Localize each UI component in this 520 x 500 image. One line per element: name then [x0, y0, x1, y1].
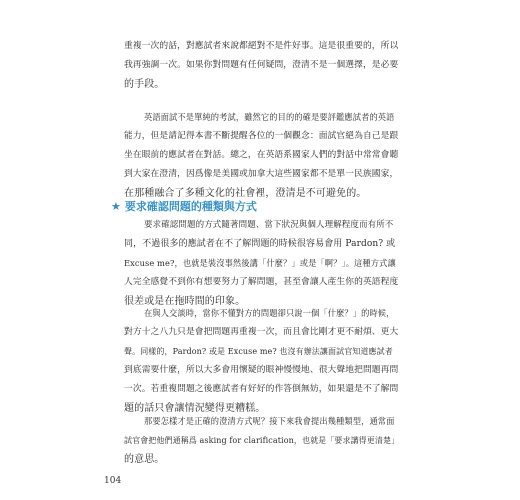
text-line: 在與人交談時，當你不懂對方的問題卻只說一個「什麼？」的時候， — [144, 308, 395, 318]
text-line: 的手段。 — [124, 79, 165, 90]
text-line: 我再強調一次。如果你對問題有任何疑問，澄清不是一個選擇，是必要 — [124, 60, 399, 70]
paragraph-1 — [124, 37, 400, 94]
text-line: 到底需要什麼，所以大多會用懷疑的眼神慢慢地、很大聲地把問題再問 — [124, 365, 399, 375]
text-line: 人完全感覺不到你有想要努力了解問題，甚至會讓人產生你的英語程度 — [124, 277, 399, 287]
text-line: 很差或是在拖時間的印象。 — [124, 296, 246, 307]
text-line: 能力，但是請記得本書不斷提醒各位的一個觀念：面試官絕為自己是跟 — [124, 131, 399, 141]
text-line: 英語面試不是單純的考試，雖然它的目的的確是要評鑑應試者的英語 — [144, 112, 395, 122]
text-line: 同，不過很多的應試者在不了解問題的時候很容易會用 Pardon? 或 — [124, 239, 396, 249]
paragraph-3 — [124, 216, 400, 311]
text-line: 在那種融合了多種文化的社會裡，澄清是不可避免的。 — [124, 188, 367, 199]
text-line: 題的話只會讓情況變得更糟糕。 — [124, 403, 266, 414]
section-heading — [111, 198, 257, 214]
text-line: 那要怎樣才是正確的澄清方式呢？接下來我會提出幾種類型，通常面 — [144, 416, 395, 426]
text-line: Excuse me?，也就是裝沒事然後講「什麼？」或是「啊？」。這種方式讓 — [124, 258, 396, 268]
text-line: 試官會把他們通稱爲 asking for clarification，也就是「要求講得更清楚」 — [124, 436, 400, 445]
text-line: 的意思。 — [124, 454, 165, 465]
paragraph-5 — [124, 412, 400, 469]
section-heading-text: 要求確認問題的種類與方式 — [124, 200, 257, 213]
page-number: 104 — [104, 476, 122, 486]
paragraph-4 — [124, 304, 400, 418]
paragraph-2 — [124, 108, 400, 203]
text-line: 一次。若重複問題之後應試者有好好的作答倒無妨，如果還是不了解問 — [124, 384, 399, 394]
text-line: 坐在眼前的應試者在對話。總之，在英語系國家人們的對話中常常會聽 — [124, 150, 399, 160]
text-line: 聲。同樣的，Pardon? 或是 Excuse me? 也沒有辦法讓面試官知道應試者 — [124, 347, 393, 356]
star-icon: ★ — [111, 200, 121, 213]
text-line: 到大家在澄清，因爲像是美國或加拿大這些國家都不是單一民族國家， — [124, 169, 399, 179]
text-line: 重複一次的話，對應試者來說都絕對不是件好事。這是很重要的，所以 — [124, 41, 399, 51]
text-line: 要求確認問題的方式隨著問題、當下狀況與個人理解程度而有所不 — [144, 220, 394, 230]
text-line: 對方十之八九只是會把問題再重複一次，而且會比剛才更不耐煩、更大 — [124, 327, 399, 337]
